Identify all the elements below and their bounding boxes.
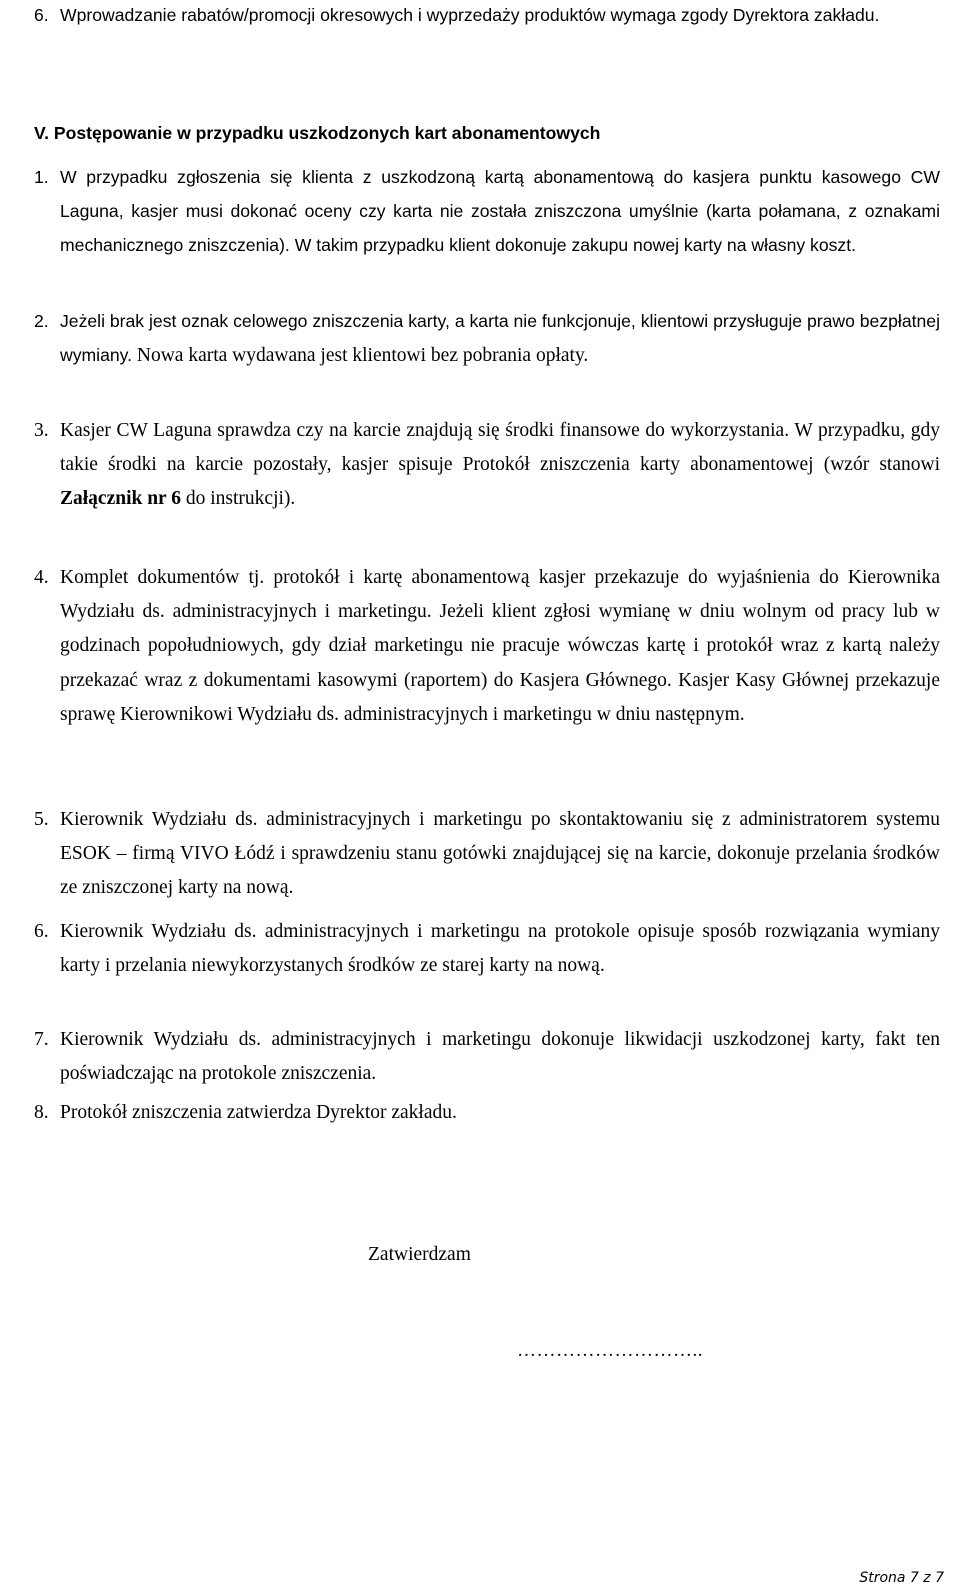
list-text-part-a: Kasjer CW Laguna sprawdza czy na karcie znajdują się środki finansowe do wykorzystania. W przypadku, gdy takie środki na karcie pozostały, kasjer spisuje Protokół zniszczenia karty abonamentowej (wzór stanowi [60,420,940,476]
list-item-prev-6 [34,0,940,32]
list-item-8 [34,1096,940,1130]
list-text: Komplet dokumentów tj. protokół i kartę abonamentową kasjer przekazuje do wyjaśnienia do Kierownika Wydziału ds. administracyjnych i marketingu. Jeżeli klient zgłosi wymianę w dniu wolnym od pracy lub w godzinach popołudniowych, gdy dział marketingu nie pracuje wówczas kartę i protokół wraz z kartą należy przekazać wraz z dokumentami kasowymi (raportem) do Kasjera Głównego. Kasjer Kasy Głównej przekazuje sprawę Kierownikowi Wydziału ds. administracyjnych i marketingu w dniu następnym. [60,567,940,725]
list-text: Wprowadzanie rabatów/promocji okresowych i wyprzedaży produktów wymaga zgody Dyrektora zakładu. [60,5,880,25]
approval-label: Zatwierdzam [368,1244,471,1265]
list-number: 7. [34,1029,49,1050]
list-item-5 [34,803,940,906]
list-text-part-a: Jeżeli brak jest oznak celowego zniszczenia karty, a karta nie funkcjonuje, klientowi przysługuje prawo bezpłatnej wymiany. [60,311,940,365]
list-item-3 [34,414,940,517]
list-text-part-b: Nowa karta wydawana jest klientowi bez pobrania opłaty. [132,345,589,366]
attachment-reference: Załącznik nr 6 [60,488,181,510]
list-text: W przypadku zgłoszenia się klienta z uszkodzoną kartą abonamentową do kasjera punktu kasowego CW Laguna, kasjer musi dokonać oceny czy karta nie została zniszczona umyślnie (karta połamana, z oznakami mechanicznego zniszczenia). W takim przypadku klient dokonuje zakupu nowej karty na własny koszt. [60,167,940,255]
list-number: 5. [34,809,49,830]
list-text: Kierownik Wydziału ds. administracyjnych i marketingu na protokole opisuje sposób rozwiązania wymiany karty i przelania niewykorzystanych środków ze starej karty na nową. [60,921,940,977]
list-item-4 [34,561,940,732]
list-number: 1. [34,167,49,187]
list-text [60,414,940,517]
list-number: 4. [34,567,49,588]
list-item-6 [34,915,940,983]
list-item-1 [34,160,940,262]
list-text [60,304,940,373]
list-number: 6. [34,921,49,942]
page-number: Strona 7 z 7 [859,1570,944,1586]
list-text-part-c: do instrukcji). [181,488,296,510]
list-text: Kierownik Wydziału ds. administracyjnych i marketingu po skontaktowaniu się z administratorem systemu ESOK – firmą VIVO Łódź i sprawdzeniu stanu gotówki znajdującej się na karcie, dokonuje przelania środków ze zniszczonej karty na nową. [60,809,940,899]
list-number: 6. [34,5,49,25]
list-number: 2. [34,311,49,331]
list-item-2 [34,304,940,373]
list-text: Kierownik Wydziału ds. administracyjnych i marketingu dokonuje likwidacji uszkodzonej karty, fakt ten poświadczając na protokole zniszczenia. [60,1029,940,1085]
list-text: Protokół zniszczenia zatwierdza Dyrektor zakładu. [60,1102,457,1123]
signature-line: ……………………….. [517,1340,703,1361]
list-item-7 [34,1023,940,1091]
list-number: 3. [34,420,49,441]
list-number: 8. [34,1102,49,1123]
section-heading: V. Postępowanie w przypadku uszkodzonych kart abonamentowych [34,123,601,143]
